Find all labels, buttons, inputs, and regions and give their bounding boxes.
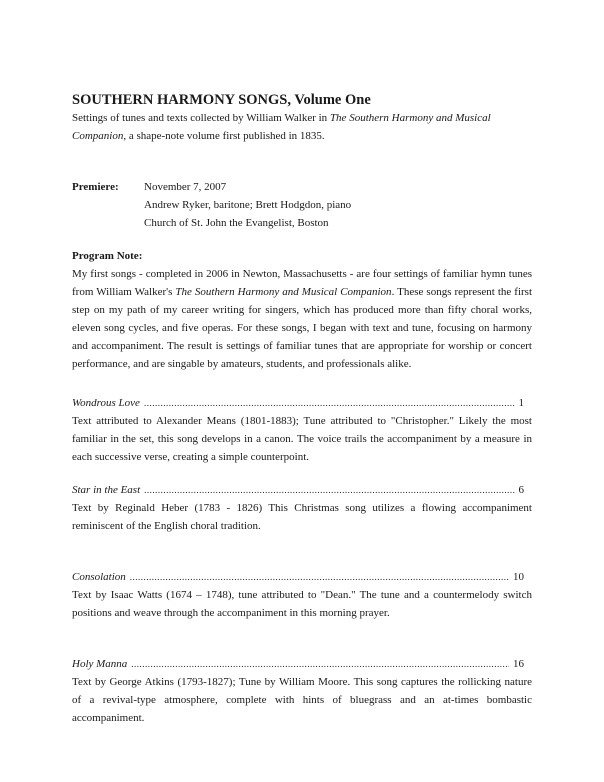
subtitle-text-end: , a shape-note volume first published in 1835.: [123, 130, 325, 142]
page-number: 10: [513, 571, 524, 583]
song-description: Text attributed to Alexander Means (1801-1883); Tune attributed to "Christopher." Likely the most familiar in the set, this song develops in a canon. The voice trails the accompaniment by a measure in each successive verse, creating a simple counterpoint.: [72, 415, 532, 463]
song-title: Consolation: [72, 571, 126, 583]
header-section: [72, 91, 532, 145]
song-entry: [72, 568, 532, 622]
dot-leader: [131, 655, 509, 673]
program-note-heading: Program Note:: [72, 250, 143, 262]
song-description: Text by Reginald Heber (1783 - 1826) This Christmas song utilizes a flowing accompaniment reminiscent of the English choral tradition.: [72, 502, 532, 532]
program-note-text: My first songs - completed in 2006 in Newton, Massachusetts - are four settings of familiar hymn tunes from William Walker's: [72, 268, 532, 298]
dot-leader: [144, 481, 514, 499]
book-title: The Southern Harmony and Musical Companion: [72, 112, 491, 142]
song-title: Wondrous Love: [72, 397, 140, 409]
page-number: 1: [518, 397, 524, 409]
song-entry: [72, 655, 532, 727]
song-entry: [72, 394, 532, 466]
program-note-section: [72, 247, 532, 373]
dot-leader: [144, 394, 515, 412]
song-title: Holy Manna: [72, 658, 128, 670]
premiere-venue: Church of St. John the Evangelist, Boston: [144, 217, 329, 229]
song-title: Star in the East: [72, 484, 141, 496]
document-title: SOUTHERN HARMONY SONGS, Volume One: [72, 92, 371, 108]
page-number: 16: [513, 658, 524, 670]
dot-leader: [130, 568, 509, 586]
premiere-performers: Andrew Ryker, baritone; Brett Hodgdon, piano: [144, 199, 352, 211]
page-number: 6: [518, 484, 524, 496]
subtitle: [72, 109, 532, 145]
book-title: The Southern Harmony and Musical Companion: [175, 286, 392, 298]
song-description: Text by Isaac Watts (1674 – 1748), tune attributed to "Dean." The tune and a countermelody switch positions and weave through the accompaniment in this morning prayer.: [72, 589, 532, 619]
premiere-label: Premiere:: [72, 181, 119, 193]
subtitle-text: Settings of tunes and texts collected by William Walker in: [72, 112, 330, 124]
program-note-body: [72, 265, 532, 373]
premiere-section: [72, 178, 532, 232]
song-entry: [72, 481, 532, 535]
program-note-text-end: . These songs represent the first step on my path of my career writing for singers, which has produced more than fifty choral works, eleven song cycles, and five operas. For these songs, I began with text and tune, focusing on harmony and accompaniment. The result is settings of familiar tunes that are appropriate for worship or concert performance, and are singable by amateurs, students, and professionals alike.: [72, 286, 533, 370]
premiere-date: November 7, 2007: [144, 181, 227, 193]
song-description: Text by George Atkins (1793-1827); Tune by William Moore. This song captures the rollicking nature of a revival-type atmosphere, complete with hints of bluegrass and an at-times bombastic accompaniment.: [72, 676, 532, 724]
